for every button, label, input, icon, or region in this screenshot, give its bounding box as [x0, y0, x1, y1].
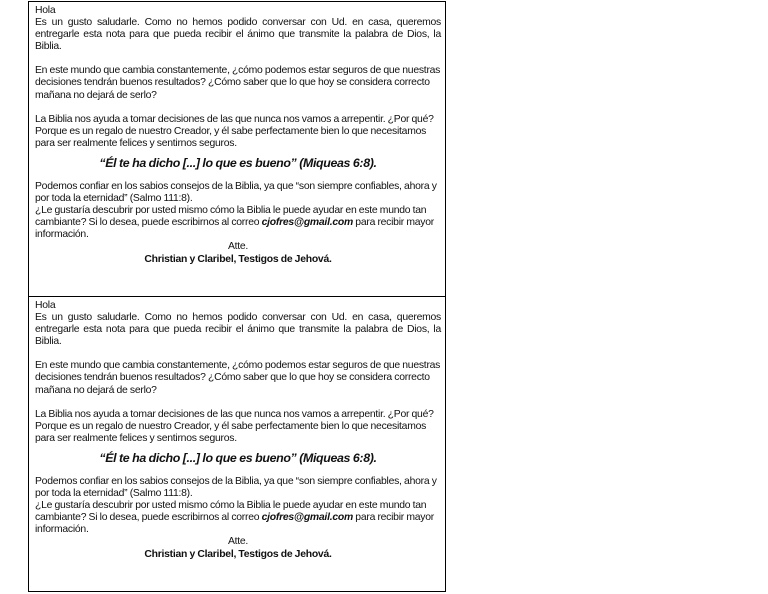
closing: Atte. [227, 536, 249, 548]
question-paragraph: En este mundo que cambia constantemente, ¿cómo podemos estar seguros de que nuestras decisiones tendrán buenos resultados? ¿Cómo saber que lo que hoy se considera correcto mañana no dejará de serlo? [35, 65, 441, 101]
contact-text-before: ¿Le gustaría descubrir por usted mismo cómo la Biblia le puede ayudar en este mundo tan cambiante? Si lo desea, puede escribirnos al correo [35, 205, 427, 229]
intro-paragraph: Es un gusto saludarle. Como no hemos podido conversar con Ud. en casa, queremos entregarle esta nota para que pueda recibir el ánimo que transmite la palabra de Dios, la Biblia. [35, 312, 441, 348]
note-card-1 [28, 1, 446, 296]
email-address: cjofres@gmail.com [261, 217, 353, 229]
greeting: Hola [35, 5, 56, 16]
contact-text-before: ¿Le gustaría descubrir por usted mismo cómo la Biblia le puede ayudar en este mundo tan cambiante? Si lo desea, puede escribirnos al correo [35, 500, 427, 524]
scripture-quote: “Él te ha dicho [...] lo que es bueno” (Miqueas 6:8). [99, 155, 377, 170]
contact-text-after: para recibir mayor información. [35, 217, 434, 241]
bible-paragraph: La Biblia nos ayuda a tomar decisiones de las que nunca nos vamos a arrepentir. ¿Por qué? Porque es un regalo de nuestro Creador, y él sabe perfectamente bien lo que necesitamos para ser realmente felices y sentirnos seguros. [35, 408, 434, 444]
greeting: Hola [35, 300, 56, 311]
signature: Christian y Claribel, Testigos de Jehová. [144, 548, 332, 560]
contact-paragraph [35, 205, 441, 241]
bible-paragraph: La Biblia nos ayuda a tomar decisiones de las que nunca nos vamos a arrepentir. ¿Por qué? Porque es un regalo de nuestro Creador, y él sabe perfectamente bien lo que necesitamos para ser realmente felices y sentirnos seguros. [35, 113, 434, 149]
trust-paragraph: Podemos confiar en los sabios consejos de la Biblia, ya que “son siempre confiables, ahora y por toda la eternidad” (Salmo 111:8). [35, 180, 437, 205]
email-address: cjofres@gmail.com [261, 512, 353, 524]
paragraph-spacer [35, 102, 441, 114]
trust-paragraph: Podemos confiar en los sabios consejos de la Biblia, ya que “son siempre confiables, ahora y por toda la eternidad” (Salmo 111:8). [35, 475, 437, 500]
closing: Atte. [227, 241, 249, 253]
signature: Christian y Claribel, Testigos de Jehová. [144, 253, 332, 265]
scripture-quote: “Él te ha dicho [...] lo que es bueno” (Miqueas 6:8). [99, 450, 377, 465]
paragraph-spacer [35, 397, 441, 409]
intro-paragraph: Es un gusto saludarle. Como no hemos podido conversar con Ud. en casa, queremos entregarle esta nota para que pueda recibir el ánimo que transmite la palabra de Dios, la Biblia. [35, 17, 441, 53]
question-paragraph: En este mundo que cambia constantemente, ¿cómo podemos estar seguros de que nuestras decisiones tendrán buenos resultados? ¿Cómo saber que lo que hoy se considera correcto mañana no dejará de serlo? [35, 360, 441, 396]
contact-text-after: para recibir mayor información. [35, 512, 434, 536]
note-card-2 [28, 296, 446, 592]
contact-paragraph [35, 500, 441, 536]
paragraph-spacer [35, 53, 441, 65]
paragraph-spacer [35, 348, 441, 360]
